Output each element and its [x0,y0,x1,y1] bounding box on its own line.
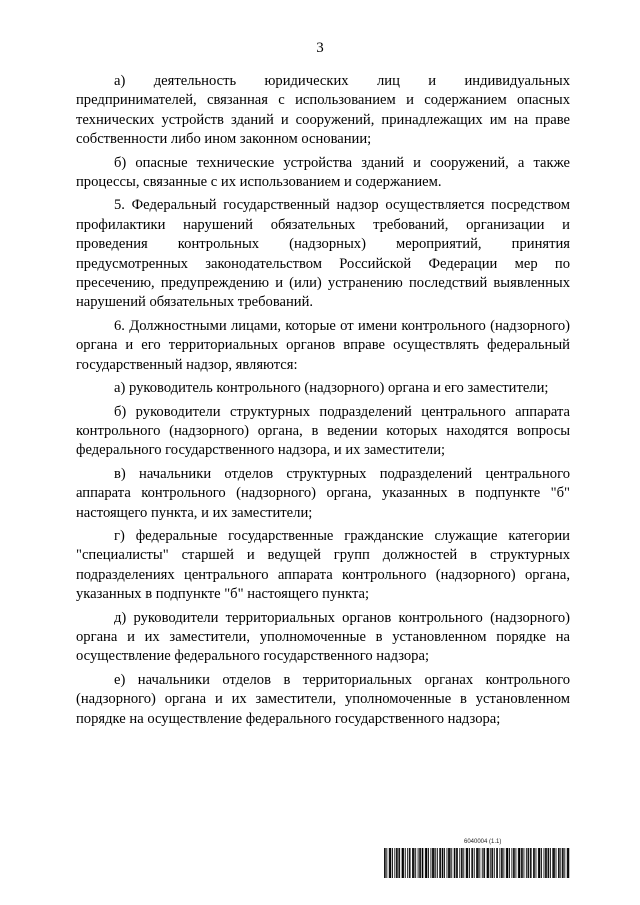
barcode-bar [544,848,545,878]
barcode-bar [528,848,529,878]
barcode-bar [568,848,569,878]
barcode-bar [399,848,400,878]
barcode-bar [491,848,492,878]
barcode-bar [482,848,483,878]
barcode-bar [394,848,395,878]
barcode-bar [478,848,479,878]
barcode-bar [426,848,427,878]
barcode-bar [554,848,555,878]
list-item-b: б) руководители структурных подразделений центрального аппарата контрольного (надзорного) органа, в ведении которых находятся вопросы федерального государственного надзора, и их заместители; [76,403,570,459]
barcode-bar [461,848,462,878]
list-item-g: г) федеральные государственные гражданские служащие категории "специалисты" старшей и ведущей групп должностей в структурных подразделениях центрального аппарата контрольного (надзорного) органа, указанных в подпункте "б" настоящего пункта; [76,527,570,603]
barcode-bar [454,848,455,878]
barcode-bar [490,848,491,878]
barcode-bar [538,848,539,878]
barcode-bar [409,848,410,878]
barcode-bar [536,848,537,878]
barcode-bar [530,848,531,878]
barcode-bar [459,848,460,878]
barcode-bar [456,848,457,878]
barcode-bar [519,848,520,878]
barcode-bar [384,848,385,878]
barcode-bar [386,848,387,878]
paragraph-b-devices: б) опасные технические устройства зданий и сооружений, а также процессы, связанные с их использованием и содержанием. [76,154,570,191]
barcode-bar [528,848,529,878]
page-number: 3 [316,40,324,56]
barcode-bar [531,848,532,878]
barcode-bar [502,848,503,878]
barcode-bar [447,848,448,878]
barcode-bar [433,848,434,878]
barcode-bar [432,848,433,878]
barcode-bar [558,848,559,878]
barcode-bar [431,848,432,878]
barcode-bar [484,848,485,878]
barcode-bar [440,848,441,878]
barcode-bar [396,848,397,878]
barcode-bar [392,848,393,878]
barcode-bar [503,848,504,878]
list-item-e: е) начальники отделов в территориальных органах контрольного (надзорного) органа и их заместители, уполномоченные в установленном порядке на осуществление федерального государственного надзора; [76,671,570,727]
barcode-bar [483,848,484,878]
barcode-bar [439,848,440,878]
barcode-bar [415,848,416,878]
paragraph-6-officials: 6. Должностными лицами, которые от имени контрольного (надзорного) органа и его территориальных органов вправе осуществлять федеральный государственный надзор, являются: [76,317,570,373]
barcode-block [384,838,570,878]
barcode-bar [390,848,391,878]
barcode-bar [428,848,429,878]
barcode-bar [451,848,452,878]
barcode-bar [402,848,403,878]
barcode-bar [477,848,478,878]
barcode-bar [521,848,522,878]
barcode-bar [497,848,498,878]
barcode-bar [509,848,510,878]
barcode-bar [560,848,561,878]
barcode-bar [462,848,463,878]
barcode-bar [545,848,546,878]
barcode-bar [548,848,549,878]
barcode-bar [540,848,541,878]
barcode-bar [402,848,403,878]
barcode-bar [407,848,408,878]
barcode-bar [476,848,477,878]
barcode-bar [550,848,551,878]
barcode-bar [390,848,391,878]
barcode-bar [515,848,516,878]
barcode-bar [556,848,557,878]
barcode-bar [501,848,502,878]
barcode-bar [534,848,535,878]
barcode-bar [389,848,390,878]
barcode-bar [474,848,475,878]
list-item-a: а) руководитель контрольного (надзорного) органа и его заместители; [114,380,549,397]
barcode-bar [419,848,420,878]
barcode-bar [494,848,495,878]
barcode-bar [513,848,514,878]
barcode-bar [548,848,549,878]
barcode-bar [414,848,415,878]
barcode-bar [568,848,569,878]
barcode-bar [425,848,426,878]
barcode-bar [466,848,467,878]
paragraph-a-activity: а) деятельность юридических лиц и индивидуальных предпринимателей, связанная с использованием и содержанием опасных технических устройств зданий и сооружений, принадлежащих им на праве собственности либо ином законном основании; [76,73,570,148]
barcode-bar [412,848,413,878]
barcode-bar [514,848,515,878]
barcode-bar [434,848,435,878]
barcode-bar [448,848,449,878]
barcode-bar [539,848,540,878]
barcode-bar [463,848,464,878]
barcode-bar [488,848,489,878]
barcode-bar [450,848,451,878]
barcode-bar [437,848,438,878]
barcode-bar [469,848,470,878]
barcode-bar [471,848,472,878]
barcode-bar [546,848,547,878]
list-item-d: д) руководители территориальных органов контрольного (надзорного) органа и их заместители, уполномоченные в установленном порядке на осуществление федерального государственного надзора; [76,609,570,665]
barcode-bar [541,848,542,878]
barcode-bar [563,848,564,878]
barcode-bar [567,848,568,878]
barcode-bar [418,848,419,878]
barcode-bar [487,848,488,878]
barcode-bar [507,848,508,878]
document-body [76,72,570,733]
barcode-bar [442,848,443,878]
barcode-bar [426,848,427,878]
barcode-bar [479,848,480,878]
barcode-bar [449,848,450,878]
barcode-bar [524,848,525,878]
barcode-bar [553,848,554,878]
barcode-bar [420,848,421,878]
barcode-bar [496,848,497,878]
barcode-bar [467,848,468,878]
barcode-bar [562,848,563,878]
barcode-bar [398,848,399,878]
barcode-bar [519,848,520,878]
barcode-bar [506,848,507,878]
barcode-bar [499,848,500,878]
barcode-bar [467,848,468,878]
barcode-bar [492,848,493,878]
list-item-v: в) начальники отделов структурных подразделений центрального аппарата контрольного (надзорного) органа, указанных в подпункте "б" настоящего пункта, и их заместители; [76,465,570,521]
barcode-bar [522,848,523,878]
barcode-bar [435,848,436,878]
paragraph-5-supervision: 5. Федеральный государственный надзор осуществляется посредством профилактики нарушений обязательных требований, организации и проведения контрольных (надзорных) мероприятий, принятия предусмотренных законодательством Российской Федерации мер по пресечению, предупреждению и (или) устранению последствий выявленных нарушений обязательных требований. [76,197,570,311]
barcode-bar [413,848,414,878]
barcode-bar [405,848,406,878]
barcode-bar [487,848,488,878]
barcode-bar [564,848,565,878]
barcode-bar [533,848,534,878]
barcode-bar [472,848,473,878]
barcode-bar [410,848,411,878]
barcode-bar [443,848,444,878]
barcode-bar [559,848,560,878]
barcode-bar [444,848,445,878]
barcode-image [384,848,570,878]
barcode-bar [385,848,386,878]
barcode-bar [455,848,456,878]
barcode-bar [511,848,512,878]
barcode-bar [507,848,508,878]
barcode-bar [422,848,423,878]
barcode-bar [457,848,458,878]
barcode-bar [422,848,423,878]
barcode-bar [552,848,553,878]
barcode-bar [526,848,527,878]
barcode-bar [397,848,398,878]
barcode-label: 6040004 (1.1) [464,839,502,845]
barcode-bar [518,848,519,878]
barcode-bar [403,848,404,878]
